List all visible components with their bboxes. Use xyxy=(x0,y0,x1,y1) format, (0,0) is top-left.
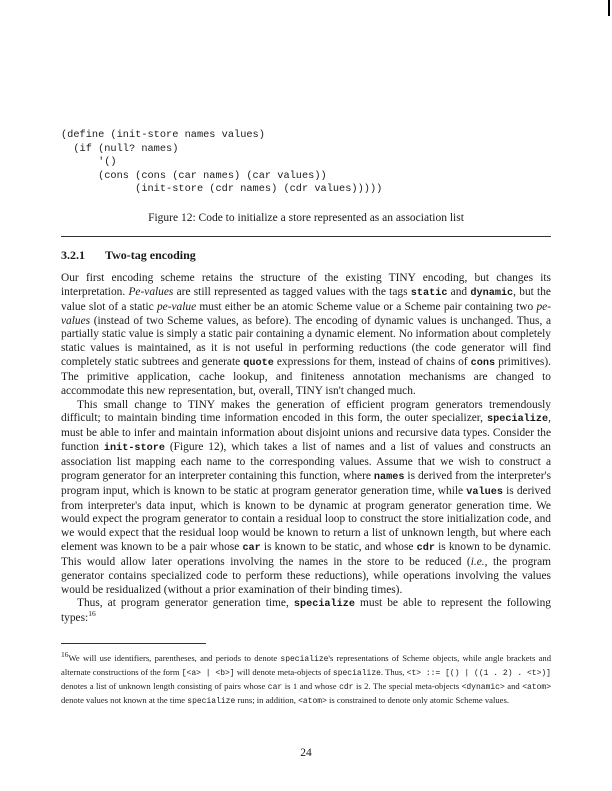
section-heading xyxy=(61,248,196,263)
code-listing xyxy=(61,129,382,197)
code: specialize xyxy=(280,655,329,664)
text: , the program generator contains specialized code to perform these reductions), while operations involving the values would be residualized (without a prior examination of their binding times). xyxy=(61,555,552,596)
footnote xyxy=(61,652,551,708)
emph: Pe-values xyxy=(128,285,174,298)
code: dynamic xyxy=(470,287,514,299)
text: 's representations of Scheme objects, while angle brackets and alternate constructions of the form xyxy=(61,653,551,677)
text: is known to be static, and whose xyxy=(260,541,417,554)
scan-edge-mark xyxy=(608,0,610,16)
text: runs; in addition, xyxy=(235,695,299,705)
code: quote xyxy=(243,358,274,370)
text: are still represented as tagged values with the tags xyxy=(173,285,411,298)
text: , must be able to infer and maintain information about disjoint unions and recursive data types. Consider the function xyxy=(61,412,551,454)
text: is constrained to denote only atomic Scheme values. xyxy=(326,695,509,705)
code: [<a> | <b>] xyxy=(181,669,235,678)
text: is derived from interpreter's data input, which is known to be dynamic at program generator generation time. We would expect the program generator to contain a residual loop to construct the store initialization code, and we would expect that the residual loop would be known to return a list of unknown length, but where each element was known to be a pair whose xyxy=(61,484,551,554)
code: <atom> xyxy=(522,683,552,692)
text: is known to be dynamic. This would allow later operations involving the names in the store to be reduced ( xyxy=(61,541,551,568)
code: specialize xyxy=(487,414,549,426)
code: names xyxy=(373,471,405,483)
paragraph xyxy=(61,399,551,598)
emph: i.e. xyxy=(470,555,485,568)
code: cdr xyxy=(339,683,354,692)
code: specialize xyxy=(187,697,236,706)
text: expressions for them, instead of chains of xyxy=(273,356,471,369)
emph: pe-value xyxy=(156,300,197,313)
code-line: (init-store (cdr names) (cdr values))))) xyxy=(61,183,383,196)
text: is 2. The special meta-objects xyxy=(353,681,462,691)
footnote-ref[interactable]: 16 xyxy=(88,609,96,619)
footnote-number: 16 xyxy=(61,650,69,660)
text: . Thus, xyxy=(380,667,407,677)
code-line: (cons (cons (car names) (car values)) xyxy=(61,169,327,182)
figure-rule xyxy=(61,236,551,237)
text: (instead of two Scheme values, as before). The encoding of dynamic values is unchanged. Thus, a partially static value is simply a static pair containing a dynamic element. No information about completely static values is maintained, as it is not useful in performing reductions (the code generator will find completely static subtrees and generate xyxy=(61,314,551,369)
text: This small change to TINY makes the generation of efficient program generators tremendously difficult; to maintain binding time information encoded in this form, the outer specializer, xyxy=(61,398,551,425)
section-title: Two-tag encoding xyxy=(105,248,196,262)
code: specialize xyxy=(332,669,381,678)
code: car xyxy=(267,683,283,692)
text: denote values not known at the time xyxy=(61,695,188,705)
code: car xyxy=(242,543,261,555)
code-line: (if (null? names) xyxy=(61,142,179,155)
text: will denote meta-objects of xyxy=(234,667,333,677)
code: <t> ::= [() | ((1 . 2) . <t>)] xyxy=(406,669,551,678)
code: cdr xyxy=(416,543,435,555)
code-line: (define (init-store names values) xyxy=(61,129,265,141)
text: is 1 and whose xyxy=(282,681,340,691)
code: <dynamic> xyxy=(461,683,505,692)
code-line: '() xyxy=(61,156,117,169)
footnote-rule xyxy=(61,643,206,644)
text: must either be an atomic Scheme value or a Scheme pair containing two xyxy=(196,300,537,313)
paragraph xyxy=(61,272,551,399)
page-number: 24 xyxy=(300,747,312,759)
code: values xyxy=(466,486,503,498)
text: is derived from the interpreter's program input, which is known to be static at program generator generation time, while xyxy=(61,469,552,497)
text: denotes a list of unknown length consisting of pairs whose xyxy=(61,681,268,691)
paragraph xyxy=(61,597,551,626)
text: and xyxy=(504,681,523,691)
code: specialize xyxy=(293,599,355,611)
figure-caption: Figure 12: Code to initialize a store represented as an association list xyxy=(148,212,464,224)
code: cons xyxy=(470,358,496,370)
body-text xyxy=(61,272,551,626)
text: We will use identifiers, parentheses, and periods to denote xyxy=(68,653,281,663)
text: primitives). The primitive application, cache lookup, and finiteness annotation mechanisms are changed to accommodate this new representation, but, overall, TINY isn't changed much. xyxy=(61,356,551,397)
text: Our first encoding scheme retains the structure of the existing TINY encoding, but changes its interpretation. xyxy=(61,272,551,298)
code: <atom> xyxy=(298,697,327,706)
emph: pe-values xyxy=(61,300,551,327)
text: Thus, at program generator generation time, xyxy=(77,597,294,610)
code: init-store xyxy=(103,443,165,455)
section-number: 3.2.1 xyxy=(61,248,85,262)
text: must be able to represent the following types: xyxy=(61,597,551,625)
text: (Figure 12), which takes a list of names and a list of values and constructs an association list mapping each name to the corresponding values. Assume that we wish to construct a program generator for an interpreter containing this function, where xyxy=(61,441,551,482)
code: static xyxy=(410,287,448,299)
text: and xyxy=(447,285,471,298)
text: , but the value slot of a static xyxy=(61,285,551,313)
